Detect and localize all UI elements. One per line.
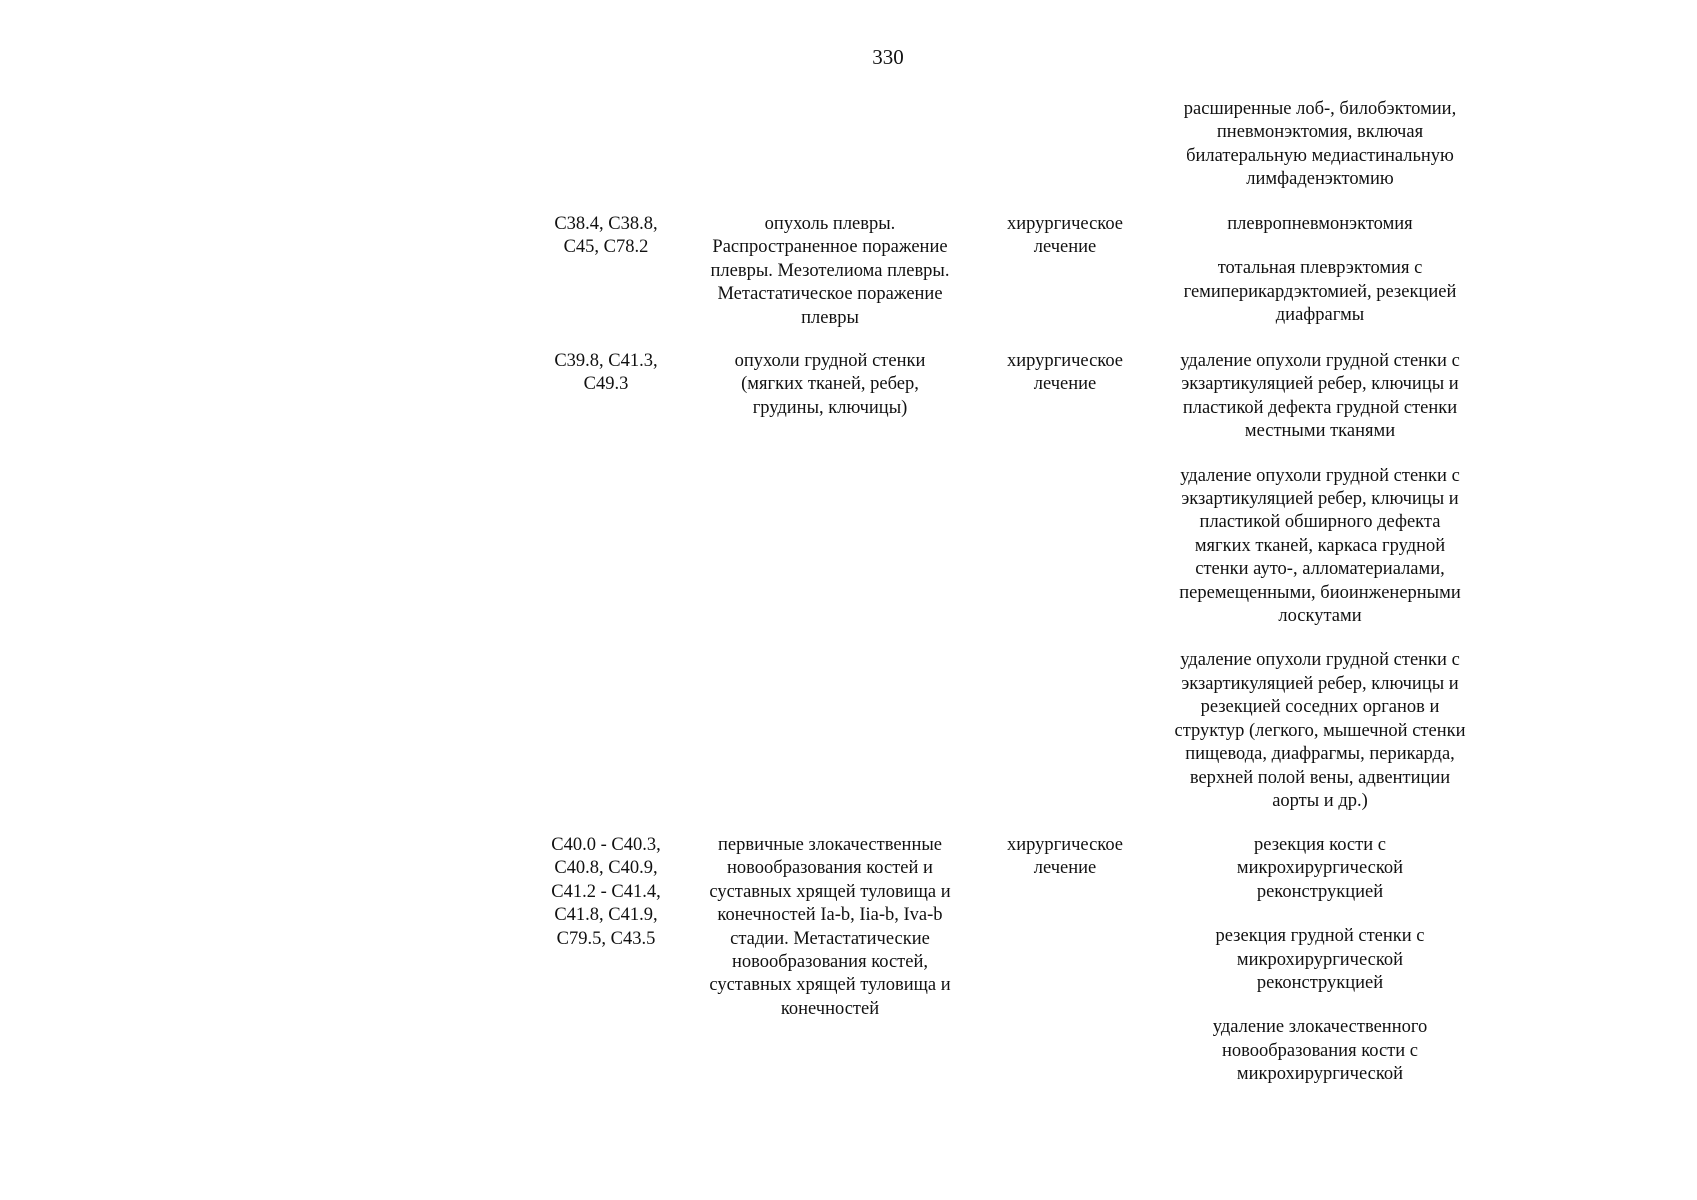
row-2-treatment: хирургическое лечение	[1006, 351, 1124, 395]
method-text: удаление опухоли грудной стенки с экзартикуляцией ребер, ключицы и пластикой обширного дефекта мягких тканей, каркаса грудной стенки ауто-, алломатериалами, перемещенными, биоинженерными лоскутами	[1179, 465, 1461, 627]
continuation-methods	[1150, 98, 1490, 192]
method-text: резекция кости с микрохирургической реконструкцией	[1236, 835, 1404, 902]
row-1-methods	[1150, 213, 1490, 328]
method-text: удаление опухоли грудной стенки с экзартикуляцией ребер, ключицы и пластикой дефекта грудной стенки местными тканями	[1180, 351, 1460, 442]
row-1-treatment: хирургическое лечение	[1006, 214, 1124, 258]
method-text: удаление злокачественного новообразования кости с микрохирургической	[1212, 1017, 1428, 1085]
row-1-diagnosis: опухоль плевры. Распространенное поражение плевры. Мезотелиома плевры. Метастатическое поражение плевры	[710, 214, 950, 328]
method-text: тотальная плеврэктомия с гемиперикардэктомией, резекцией диафрагмы	[1183, 258, 1457, 326]
method-text: резекция грудной стенки с микрохирургической реконструкцией	[1215, 926, 1425, 994]
row-1-codes: C38.4, C38.8, C45, C78.2	[554, 214, 658, 258]
row-2-codes: C39.8, C41.3, C49.3	[554, 351, 658, 395]
row-2-methods	[1150, 350, 1490, 813]
method-text: плевропневмонэктомия	[1227, 214, 1413, 234]
row-3-methods	[1150, 834, 1490, 1087]
row-3-treatment: хирургическое лечение	[1006, 835, 1124, 879]
method-text: расширенные лоб-, билобэктомии, пневмонэктомия, включая билатеральную медиастинальную лимфаденэктомию	[1183, 99, 1457, 190]
method-text: удаление опухоли грудной стенки с экзартикуляцией ребер, ключицы и резекцией соседних органов и структур (легкого, мышечной стенки пищевода, диафрагмы, перикарда, верхней полой вены, адвентиции аорты и др.)	[1174, 650, 1466, 811]
page-number: 330	[872, 45, 904, 69]
row-3-diagnosis: первичные злокачественные новообразования костей и суставных хрящей туловища и конечностей Ia-b, Iia-b, Iva-b стадии. Метастатические новообразования костей, суставных хрящей туловища и конечностей	[709, 835, 951, 1019]
row-3-codes: C40.0 - C40.3, C40.8, C40.9, C41.2 - C41.4, C41.8, C41.9, C79.5, C43.5	[551, 835, 661, 949]
row-2-diagnosis: опухоли грудной стенки (мягких тканей, ребер, грудины, ключицы)	[734, 351, 926, 418]
